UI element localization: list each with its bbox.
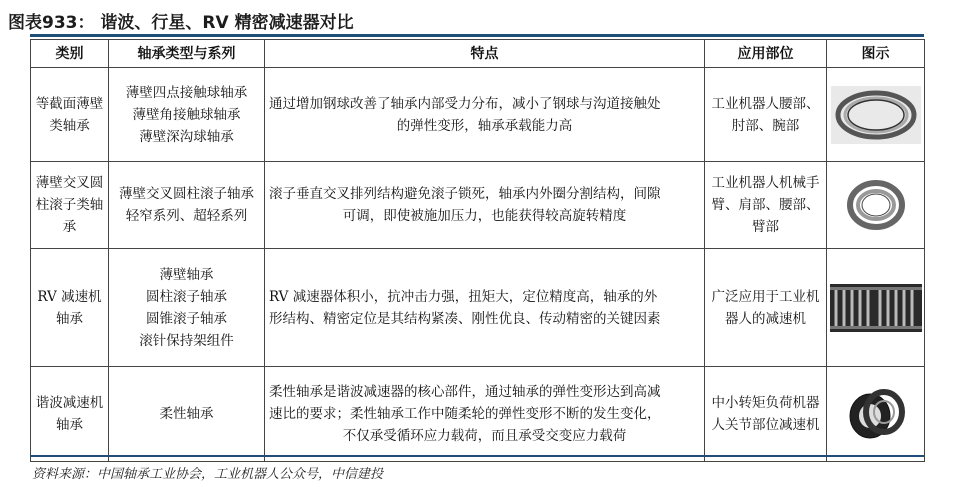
header-category: 类别 (31, 40, 109, 68)
feature-line: 的弹性变形，轴承承载能力高 (396, 117, 573, 134)
category-line: 柱滚子类轴 (35, 197, 104, 213)
category-cell (31, 249, 109, 367)
features-cell (265, 68, 705, 162)
table-row (31, 249, 925, 367)
application-cell (705, 68, 827, 162)
types-cell (109, 162, 265, 249)
application-line: 肘部、腕部 (731, 117, 800, 134)
application-line: 臂、肩部、腰部、 (711, 197, 820, 213)
type-line: 薄壁四点接触球轴承 (125, 84, 248, 101)
type-line: 薄壁角接触球轴承 (132, 106, 241, 123)
feature-line: RV 减速器体积小，抗冲击力强，扭矩大，定位精度高，轴承的外 (269, 288, 658, 305)
header-types: 轴承类型与系列 (109, 40, 265, 68)
types-cell (109, 68, 265, 162)
comparison-table (30, 39, 925, 462)
source-note: 资料来源：中国轴承工业协会，工业机器人公众号，中信建投 (32, 467, 384, 482)
category-line: 谐波减速机 (35, 395, 104, 411)
flexible-bearing-image (844, 386, 908, 442)
figure-title: 图表933： 谐波、行星、RV 精密减速器对比 (8, 13, 354, 33)
feature-line: 滚子垂直交叉排列结构避免滚子锁死，轴承内外圈分割结构，间隙 (269, 186, 661, 202)
image-cell (827, 367, 925, 462)
types-cell (109, 249, 265, 367)
type-line: 圆锥滚子轴承 (146, 310, 227, 327)
category-line: 轴承 (56, 310, 83, 327)
crossed-roller-bearing-image (846, 175, 906, 235)
header-features: 特点 (265, 40, 705, 68)
category-line: 薄壁交叉圆 (35, 175, 104, 191)
application-cell (705, 367, 827, 462)
feature-line: 不仅承受循环应力载荷，而且承受交变应力载荷 (342, 428, 627, 444)
category-line: 轴承 (56, 417, 83, 433)
category-cell (31, 68, 109, 162)
needle-roller-cage-image (830, 284, 922, 332)
table-row (31, 367, 925, 462)
application-cell (705, 162, 827, 249)
types-cell (109, 367, 265, 462)
category-line: 承 (62, 219, 77, 235)
table-row (31, 162, 925, 249)
feature-line: 形结构、精密定位是其结构紧凑、刚性优良、传动精密的关键因素 (269, 310, 661, 327)
header-application: 应用部位 (705, 40, 827, 68)
application-line: 中小转矩负荷机器 (711, 395, 820, 411)
header-row (31, 40, 925, 68)
application-line: 工业机器人机械手 (711, 175, 820, 191)
type-line: 圆柱滚子轴承 (146, 288, 227, 305)
type-line: 薄壁深沟球轴承 (139, 128, 234, 145)
feature-line: 柔性轴承是谐波减速器的核心部件，通过轴承的弹性变形达到高减 (269, 384, 661, 400)
bottom-rule (30, 455, 924, 457)
application-line: 器人的减速机 (725, 310, 806, 327)
category-line: RV 减速机 (37, 288, 102, 305)
category-cell (31, 367, 109, 462)
type-line: 柔性轴承 (159, 406, 214, 422)
application-line: 臂部 (752, 219, 779, 235)
application-cell (705, 249, 827, 367)
image-cell (827, 68, 925, 162)
image-cell (827, 249, 925, 367)
type-line: 滚针保持架组件 (139, 332, 234, 349)
image-cell (827, 162, 925, 249)
features-cell (265, 162, 705, 249)
thin-section-bearing-image (831, 86, 921, 144)
features-cell (265, 249, 705, 367)
header-image: 图示 (827, 40, 925, 68)
application-line: 广泛应用于工业机 (711, 288, 820, 305)
feature-line: 速比的要求；柔性轴承工作中随柔轮的弹性变形不断的发生变化， (269, 406, 661, 422)
category-line: 等截面薄壁 (35, 95, 104, 112)
type-line: 薄壁交叉圆柱滚子轴承 (119, 186, 254, 202)
feature-line: 可调，即使被施加压力，也能获得较高旋转精度 (342, 208, 627, 224)
type-line: 薄壁轴承 (159, 266, 214, 283)
category-cell (31, 162, 109, 249)
top-rule (30, 34, 924, 37)
table-row (31, 68, 925, 162)
category-line: 类轴承 (49, 117, 90, 134)
feature-line: 通过增加钢球改善了轴承内部受力分布，减小了钢球与沟道接触处 (269, 95, 661, 112)
features-cell (265, 367, 705, 462)
application-line: 工业机器人腰部、 (711, 95, 820, 112)
type-line: 轻窄系列、超轻系列 (125, 208, 248, 224)
application-line: 人关节部位减速机 (711, 417, 820, 433)
